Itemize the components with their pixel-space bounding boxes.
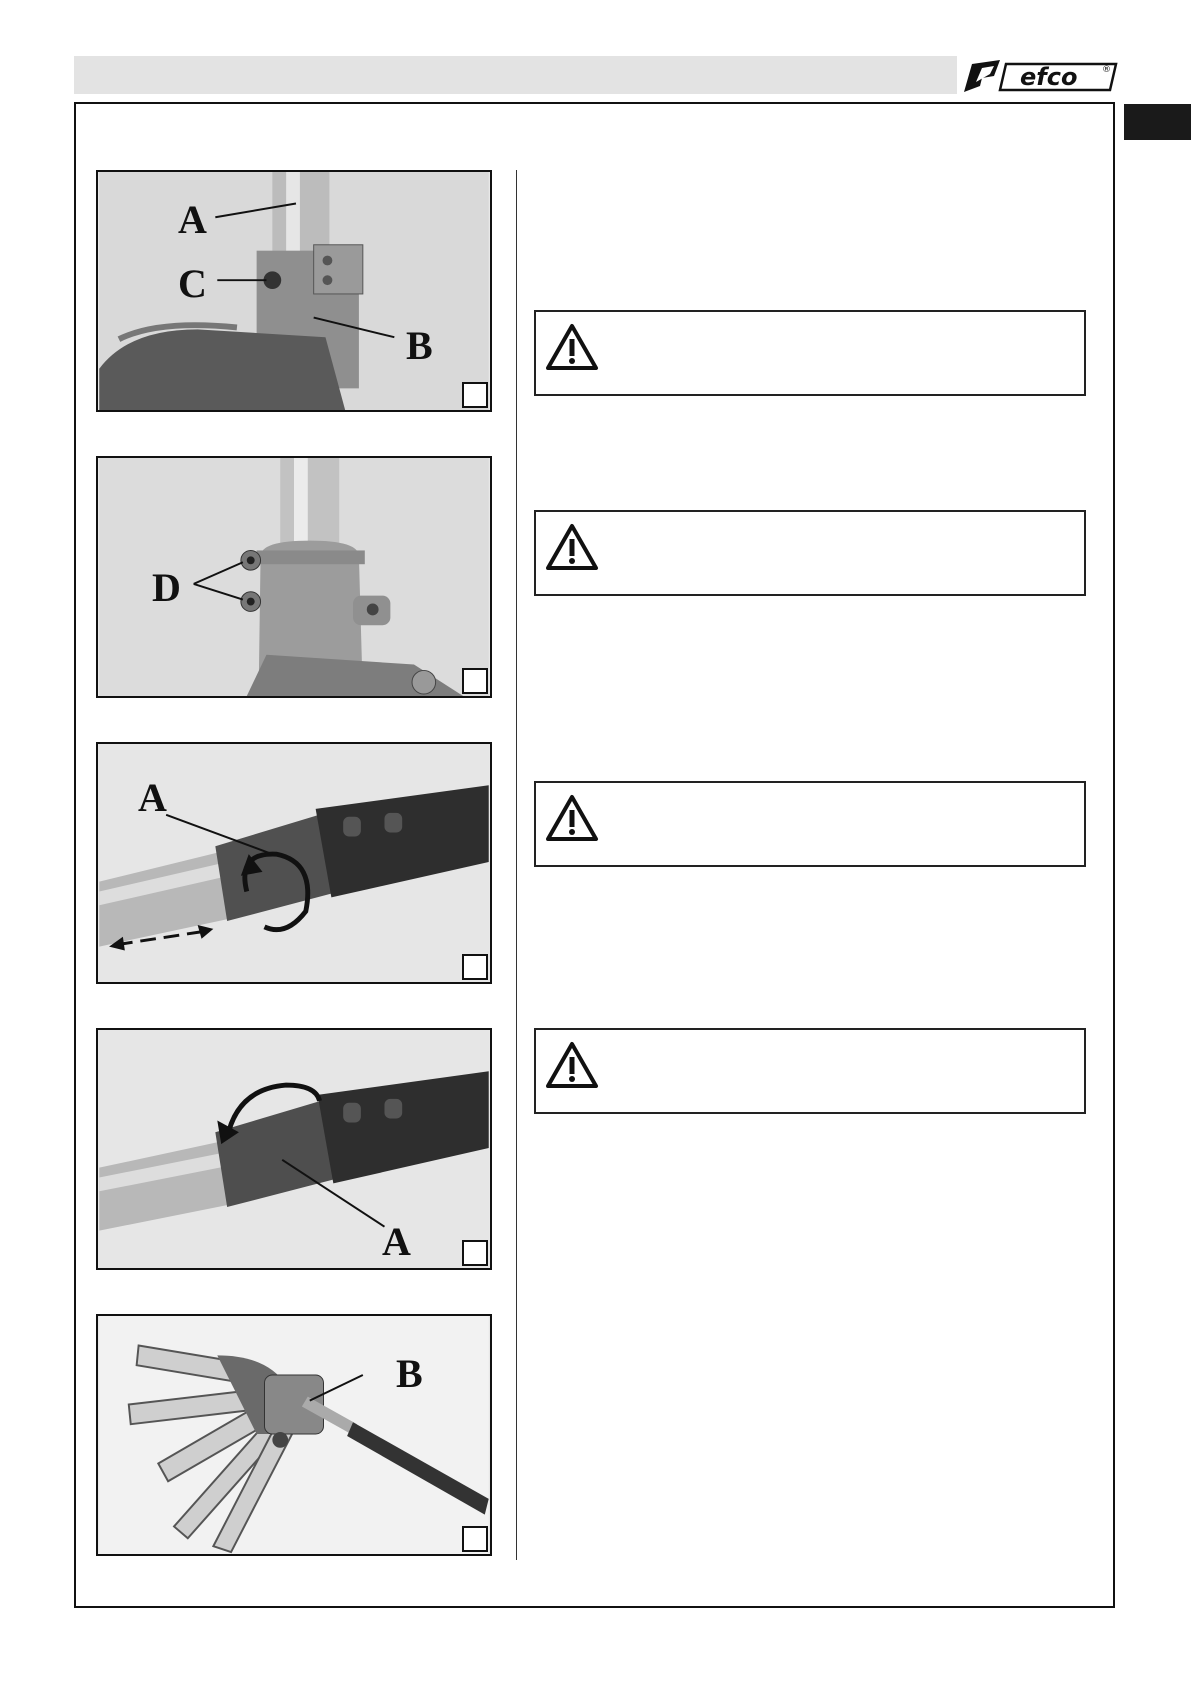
warning-triangle-icon	[544, 1040, 600, 1090]
warning-box-1	[534, 310, 1086, 396]
figure-5-label-b: B	[396, 1351, 423, 1396]
figure-5-number-box	[462, 1526, 488, 1552]
figure-2	[96, 456, 492, 698]
warning-box-3	[534, 781, 1086, 867]
figure-4	[96, 1028, 492, 1270]
efco-logo	[960, 56, 1120, 96]
registered-mark: ®	[1102, 65, 1111, 75]
figure-4-photo	[98, 1030, 490, 1268]
warning-triangle-icon	[544, 793, 600, 843]
figure-1-label-a: A	[178, 197, 207, 242]
figure-3	[96, 742, 492, 984]
figure-1-photo	[98, 172, 490, 410]
column-divider	[516, 170, 517, 1560]
leaf-logo-icon	[964, 60, 1000, 92]
figure-4-number-box	[462, 1240, 488, 1266]
section-tab-marker	[1124, 104, 1191, 140]
figure-4-label-a: A	[382, 1219, 411, 1264]
warning-box-4	[534, 1028, 1086, 1114]
figure-1-label-c: C	[178, 261, 207, 306]
warning-box-2	[534, 510, 1086, 596]
figure-1	[96, 170, 492, 412]
figure-1-label-b: B	[406, 323, 433, 368]
figure-3-label-a: A	[138, 775, 167, 820]
figure-5-photo	[98, 1316, 490, 1554]
header-bar	[74, 56, 957, 94]
brand-text: efco	[1020, 63, 1078, 91]
figure-3-number-box	[462, 954, 488, 980]
figure-2-number-box	[462, 668, 488, 694]
warning-triangle-icon	[544, 322, 600, 372]
warning-triangle-icon	[544, 522, 600, 572]
figure-5	[96, 1314, 492, 1556]
figure-1-number-box	[462, 382, 488, 408]
figure-2-label-d: D	[152, 565, 181, 610]
